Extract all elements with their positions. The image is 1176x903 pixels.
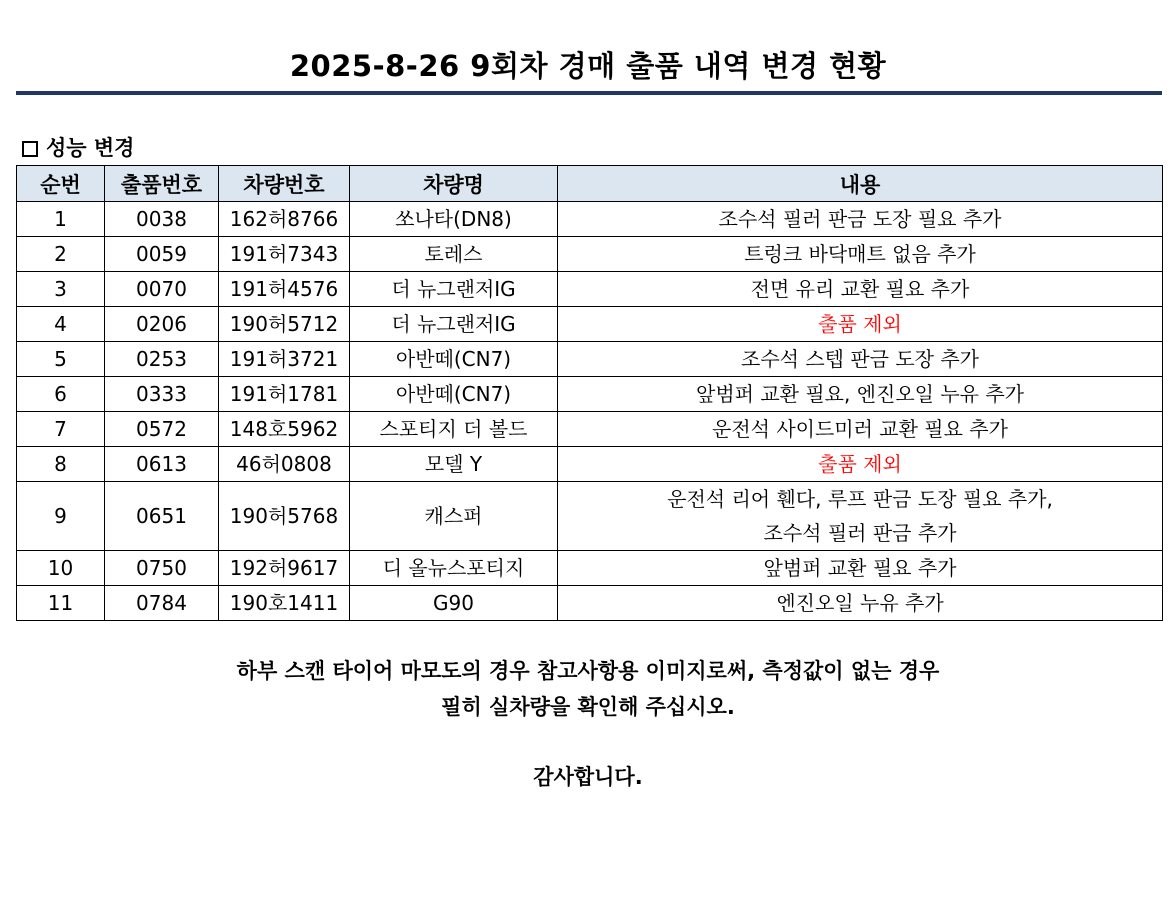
table-header-row [17,166,1163,202]
cell-vehicle-name: 더 뉴그랜저IG [350,307,558,342]
table-row [17,272,1163,307]
table-body [17,202,1163,621]
cell-lot-number: 0651 [105,482,219,551]
cell-no: 1 [17,202,105,237]
cell-plate-number: 191허1781 [219,377,350,412]
content-line: 앞범퍼 교환 필요, 엔진오일 누유 추가 [696,382,1024,406]
cell-vehicle-name: 캐스퍼 [350,482,558,551]
thanks-text: 감사합니다. [533,765,643,789]
content-line: 엔진오일 누유 추가 [776,591,944,615]
title-divider [16,91,1162,95]
content-line: 트렁크 바닥매트 없음 추가 [744,242,976,266]
table-row [17,586,1163,621]
cell-lot-number: 0253 [105,342,219,377]
cell-vehicle-name: 아반떼(CN7) [350,377,558,412]
table-row [17,202,1163,237]
cell-plate-number: 148호5962 [219,412,350,447]
note-line-1: 하부 스캔 타이어 마모도의 경우 참고사항용 이미지로써, 측정값이 없는 경우 [236,659,940,683]
cell-content [558,551,1163,586]
cell-lot-number: 0613 [105,447,219,482]
cell-content [558,237,1163,272]
content-line: 출품 제외 [818,452,902,476]
cell-content [558,377,1163,412]
cell-vehicle-name: 더 뉴그랜저IG [350,272,558,307]
cell-no: 7 [17,412,105,447]
cell-plate-number: 190허5768 [219,482,350,551]
cell-plate-number: 46허0808 [219,447,350,482]
content-line: 운전석 사이드미러 교환 필요 추가 [712,417,1008,441]
changes-table [16,165,1163,621]
table-row [17,447,1163,482]
cell-no: 5 [17,342,105,377]
cell-lot-number: 0572 [105,412,219,447]
header-no: 순번 [17,166,105,202]
content-line: 전면 유리 교환 필요 추가 [750,277,970,301]
cell-content [558,412,1163,447]
cell-vehicle-name: 쏘나타(DN8) [350,202,558,237]
cell-lot-number: 0070 [105,272,219,307]
cell-lot-number: 0206 [105,307,219,342]
table-row [17,237,1163,272]
content-line: 조수석 필러 판금 추가 [763,521,957,545]
checkbox-icon [22,141,38,157]
cell-plate-number: 192허9617 [219,551,350,586]
table-row [17,482,1163,551]
cell-content [558,272,1163,307]
cell-vehicle-name: G90 [350,586,558,621]
cell-content [558,202,1163,237]
page-title: 2025-8-26 9회차 경매 출품 내역 변경 현황 [289,49,887,83]
cell-content [558,307,1163,342]
cell-vehicle-name: 모델 Y [350,447,558,482]
section-heading [22,133,134,163]
cell-plate-number: 190호1411 [219,586,350,621]
cell-content [558,342,1163,377]
note-line-2: 필히 실차량을 확인해 주십시오. [441,695,735,719]
cell-no: 8 [17,447,105,482]
cell-no: 6 [17,377,105,412]
cell-plate-number: 191허3721 [219,342,350,377]
cell-no: 9 [17,482,105,551]
content-line: 출품 제외 [818,312,902,336]
section-heading-label: 성능 변경 [46,136,135,160]
table-row [17,551,1163,586]
cell-vehicle-name: 토레스 [350,237,558,272]
table-row [17,342,1163,377]
cell-no: 4 [17,307,105,342]
cell-plate-number: 162허8766 [219,202,350,237]
table-row [17,377,1163,412]
cell-vehicle-name: 스포티지 더 볼드 [350,412,558,447]
cell-vehicle-name: 아반떼(CN7) [350,342,558,377]
cell-no: 3 [17,272,105,307]
cell-content [558,447,1163,482]
content-line: 앞범퍼 교환 필요 추가 [763,556,957,580]
header-lot-number: 출품번호 [105,166,219,202]
cell-plate-number: 191허7343 [219,237,350,272]
cell-vehicle-name: 디 올뉴스포티지 [350,551,558,586]
cell-lot-number: 0750 [105,551,219,586]
content-line: 조수석 스텝 판금 도장 추가 [741,347,979,371]
cell-no: 2 [17,237,105,272]
content-line: 운전석 리어 휀다, 루프 판금 도장 필요 추가, [667,487,1053,511]
cell-no: 10 [17,551,105,586]
cell-lot-number: 0059 [105,237,219,272]
table-row [17,412,1163,447]
cell-lot-number: 0038 [105,202,219,237]
content-line: 조수석 필러 판금 도장 필요 추가 [718,207,1002,231]
cell-plate-number: 191허4576 [219,272,350,307]
cell-no: 11 [17,586,105,621]
table-row [17,307,1163,342]
cell-lot-number: 0784 [105,586,219,621]
header-content: 내용 [558,166,1163,202]
cell-lot-number: 0333 [105,377,219,412]
cell-plate-number: 190허5712 [219,307,350,342]
cell-content [558,586,1163,621]
cell-content [558,482,1163,551]
header-vehicle-name: 차량명 [350,166,558,202]
header-plate-number: 차량번호 [219,166,350,202]
